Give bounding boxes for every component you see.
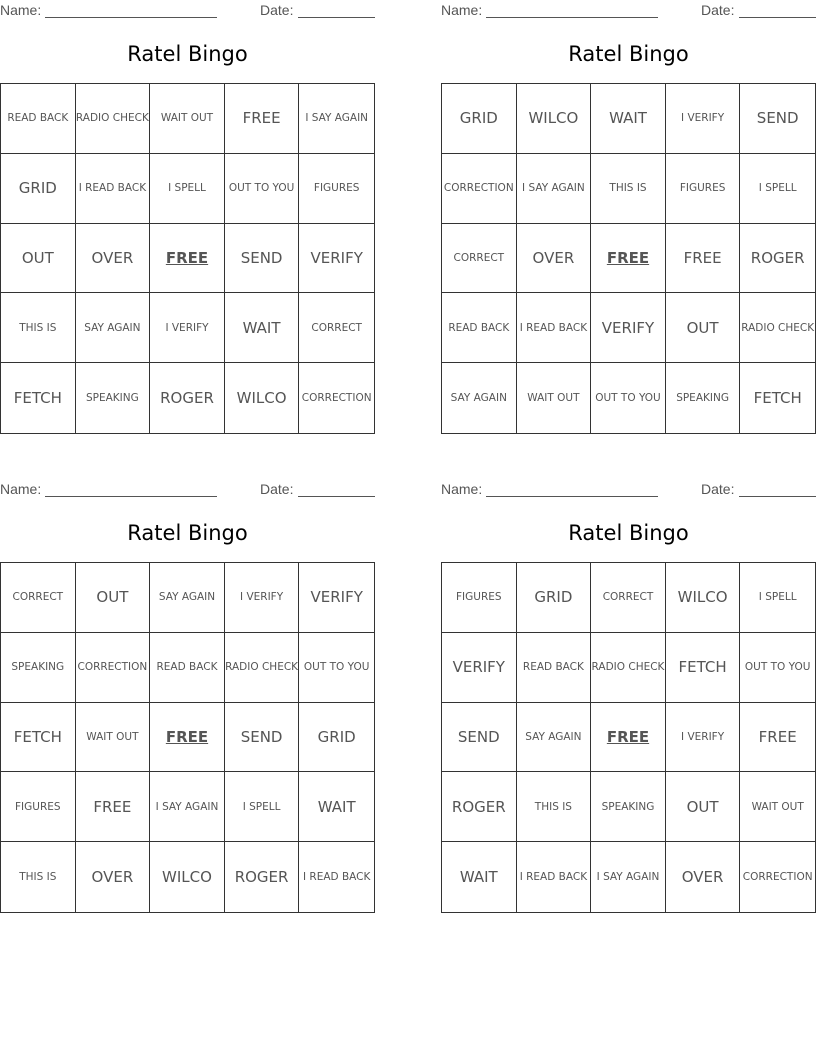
bingo-cell[interactable]: GRID	[442, 84, 517, 154]
bingo-cell[interactable]: ROGER	[150, 363, 225, 433]
bingo-cell[interactable]: READ BACK	[1, 84, 76, 154]
bingo-cell[interactable]: WAIT OUT	[517, 363, 592, 433]
bingo-cell[interactable]: SAY AGAIN	[76, 293, 151, 363]
bingo-cell[interactable]: I READ BACK	[517, 293, 592, 363]
bingo-cell[interactable]: I VERIFY	[666, 703, 741, 773]
bingo-card-4	[441, 479, 816, 913]
card-title: Ratel Bingo	[127, 42, 248, 66]
bingo-cell[interactable]: FREE	[76, 772, 151, 842]
bingo-cell[interactable]: WILCO	[225, 363, 300, 433]
bingo-cell[interactable]: RADIO CHECK	[225, 633, 300, 703]
bingo-cell[interactable]: FREE	[225, 84, 300, 154]
bingo-cell[interactable]: SAY AGAIN	[150, 563, 225, 633]
bingo-cell[interactable]: FETCH	[1, 363, 76, 433]
bingo-cell[interactable]: GRID	[517, 563, 592, 633]
bingo-card-3	[0, 479, 375, 913]
name-label: Name:	[441, 2, 483, 18]
free-space-cell[interactable]: FREE	[591, 224, 666, 294]
bingo-cell[interactable]: OVER	[517, 224, 592, 294]
bingo-cell[interactable]: CORRECTION	[742, 871, 813, 884]
bingo-cell[interactable]: WAIT	[442, 842, 517, 912]
bingo-cell[interactable]: READ BACK	[442, 293, 517, 363]
bingo-cell[interactable]: FREE	[666, 224, 741, 294]
bingo-grid	[441, 83, 816, 434]
bingo-cell[interactable]: WILCO	[150, 842, 225, 912]
bingo-card-1	[0, 0, 375, 434]
bingo-cell[interactable]: FIGURES	[666, 154, 741, 224]
bingo-cell[interactable]: VERIFY	[591, 293, 666, 363]
bingo-cell[interactable]: VERIFY	[299, 224, 374, 294]
date-label: Date:	[701, 481, 735, 497]
bingo-cell[interactable]: SPEAKING	[666, 363, 741, 433]
bingo-cell[interactable]: WAIT	[225, 293, 300, 363]
bingo-cell[interactable]: SEND	[225, 703, 300, 773]
bingo-cell[interactable]: READ BACK	[517, 633, 592, 703]
date-blank-line[interactable]	[739, 17, 816, 18]
bingo-cell[interactable]: THIS IS	[517, 772, 592, 842]
bingo-cell[interactable]: ROGER	[740, 224, 815, 294]
name-date-header	[441, 2, 816, 20]
bingo-cell[interactable]: I SAY AGAIN	[150, 772, 225, 842]
bingo-cell[interactable]: OUT TO YOU	[740, 633, 815, 703]
bingo-cell[interactable]: I SPELL	[740, 563, 815, 633]
bingo-cell[interactable]: I READ BACK	[302, 871, 371, 884]
name-blank-line[interactable]	[45, 496, 217, 497]
bingo-cell[interactable]: SAY AGAIN	[442, 363, 517, 433]
bingo-cell[interactable]: OVER	[76, 224, 151, 294]
date-label: Date:	[260, 2, 294, 18]
bingo-cell[interactable]: OVER	[666, 842, 741, 912]
bingo-cell[interactable]: CORRECTION	[301, 392, 372, 405]
bingo-cell[interactable]: RADIO CHECK	[591, 633, 666, 703]
bingo-cell[interactable]: SEND	[225, 224, 300, 294]
bingo-cell[interactable]: RADIO CHECK	[76, 84, 151, 154]
bingo-cell[interactable]: CORRECT	[591, 563, 666, 633]
bingo-cell[interactable]: I SAY AGAIN	[299, 84, 374, 154]
bingo-cell[interactable]: I VERIFY	[666, 84, 741, 154]
name-date-header	[0, 481, 375, 499]
bingo-cell[interactable]: CORRECT	[442, 224, 517, 294]
bingo-grid	[441, 562, 816, 913]
name-date-header	[441, 481, 816, 499]
bingo-cell[interactable]: FIGURES	[1, 772, 76, 842]
bingo-cell[interactable]: WAIT	[299, 772, 374, 842]
bingo-cell[interactable]: GRID	[1, 154, 76, 224]
bingo-cell[interactable]: SPEAKING	[1, 633, 76, 703]
card-title: Ratel Bingo	[568, 42, 689, 66]
bingo-cell[interactable]: I SPELL	[225, 772, 300, 842]
bingo-cell[interactable]: ROGER	[442, 772, 517, 842]
bingo-cell[interactable]: OUT TO YOU	[299, 633, 374, 703]
bingo-cell[interactable]: THIS IS	[1, 293, 76, 363]
name-blank-line[interactable]	[486, 17, 658, 18]
bingo-cell[interactable]: WAIT OUT	[76, 703, 151, 773]
name-date-header	[0, 2, 375, 20]
bingo-cell[interactable]: THIS IS	[1, 842, 76, 912]
bingo-cell[interactable]: I VERIFY	[150, 293, 225, 363]
bingo-cell[interactable]: WAIT OUT	[150, 84, 225, 154]
name-label: Name:	[0, 2, 42, 18]
bingo-cell[interactable]: WAIT	[591, 84, 666, 154]
date-label: Date:	[260, 481, 294, 497]
bingo-cell[interactable]: I SPELL	[740, 154, 815, 224]
bingo-cell[interactable]: SEND	[740, 84, 815, 154]
date-label: Date:	[701, 2, 735, 18]
bingo-cell[interactable]: I SAY AGAIN	[591, 842, 666, 912]
bingo-cell[interactable]: OUT	[666, 772, 741, 842]
bingo-cell[interactable]: FETCH	[753, 389, 802, 408]
bingo-cell[interactable]: READ BACK	[150, 633, 225, 703]
bingo-cell[interactable]: CORRECT	[299, 293, 374, 363]
bingo-cell[interactable]: THIS IS	[591, 154, 666, 224]
bingo-cell[interactable]: GRID	[299, 703, 374, 773]
bingo-cell[interactable]: OUT TO YOU	[225, 154, 300, 224]
bingo-cell[interactable]: SPEAKING	[591, 772, 666, 842]
bingo-cell[interactable]: WILCO	[517, 84, 592, 154]
bingo-cell[interactable]: I READ BACK	[76, 154, 151, 224]
bingo-cell[interactable]: I SPELL	[150, 154, 225, 224]
name-label: Name:	[0, 481, 42, 497]
bingo-cell[interactable]: FREE	[740, 703, 815, 773]
bingo-cell[interactable]: OVER	[76, 842, 151, 912]
bingo-cell[interactable]: CORRECTION	[76, 633, 151, 703]
bingo-cell[interactable]: FETCH	[1, 703, 76, 773]
bingo-cell[interactable]: ROGER	[225, 842, 300, 912]
date-blank-line[interactable]	[298, 17, 375, 18]
bingo-cell[interactable]: WAIT OUT	[740, 772, 815, 842]
bingo-cell[interactable]: FIGURES	[442, 563, 517, 633]
bingo-cell[interactable]: I VERIFY	[225, 563, 300, 633]
free-space-cell[interactable]: FREE	[150, 224, 225, 294]
bingo-cell[interactable]: VERIFY	[442, 633, 517, 703]
bingo-cell[interactable]: CORRECTION	[442, 154, 517, 224]
date-blank-line[interactable]	[298, 496, 375, 497]
bingo-cell[interactable]: CORRECT	[1, 563, 76, 633]
name-blank-line[interactable]	[45, 17, 217, 18]
bingo-cell[interactable]: I READ BACK	[517, 842, 592, 912]
bingo-cell[interactable]: FETCH	[666, 633, 741, 703]
bingo-cell[interactable]: OUT	[1, 224, 76, 294]
bingo-card-2	[441, 0, 816, 434]
bingo-cell[interactable]: OUT TO YOU	[591, 363, 666, 433]
bingo-cell[interactable]: OUT	[666, 293, 741, 363]
bingo-cell[interactable]: OUT	[76, 563, 151, 633]
date-blank-line[interactable]	[739, 496, 816, 497]
bingo-cell[interactable]: RADIO CHECK	[740, 293, 815, 363]
bingo-grid	[0, 83, 375, 434]
bingo-cell[interactable]: SPEAKING	[76, 363, 151, 433]
free-space-cell[interactable]: FREE	[591, 703, 666, 773]
card-title: Ratel Bingo	[127, 521, 248, 545]
bingo-cell[interactable]: SAY AGAIN	[517, 703, 592, 773]
bingo-grid	[0, 562, 375, 913]
card-title: Ratel Bingo	[568, 521, 689, 545]
name-blank-line[interactable]	[486, 496, 658, 497]
bingo-cell[interactable]: I SAY AGAIN	[517, 154, 592, 224]
bingo-cell[interactable]: FIGURES	[299, 154, 374, 224]
bingo-cell[interactable]: WILCO	[666, 563, 741, 633]
bingo-cell[interactable]: VERIFY	[299, 563, 374, 633]
bingo-cell[interactable]: SEND	[442, 703, 517, 773]
free-space-cell[interactable]: FREE	[150, 703, 225, 773]
name-label: Name:	[441, 481, 483, 497]
